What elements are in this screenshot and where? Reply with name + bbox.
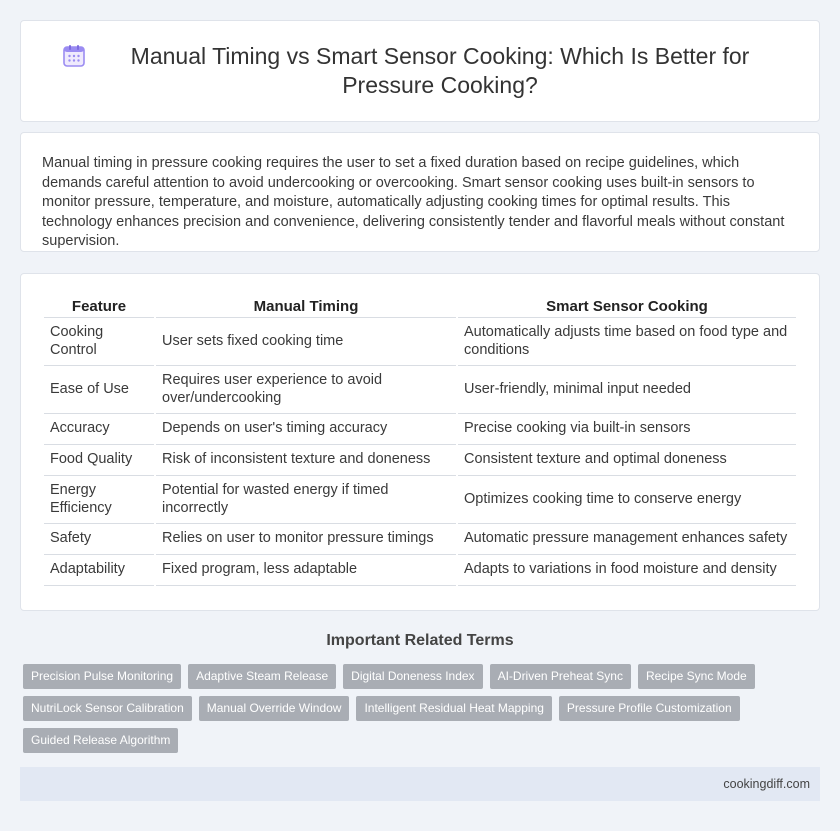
table-row [44, 414, 796, 445]
table-cell: User sets fixed cooking time [156, 318, 456, 366]
related-term-tag[interactable]: Manual Override Window [199, 696, 350, 721]
title-wrap [21, 21, 819, 121]
related-term-tag[interactable]: Pressure Profile Customization [559, 696, 740, 721]
table-row [44, 524, 796, 555]
table-row [44, 476, 796, 524]
intro-card [20, 132, 820, 252]
table-cell: Optimizes cooking time to conserve energy [458, 476, 796, 524]
page-title: Manual Timing vs Smart Sensor Cooking: Which Is Better for Pressure Cooking? [130, 43, 750, 98]
table-cell: Depends on user's timing accuracy [156, 414, 456, 445]
related-terms-heading: Important Related Terms [326, 632, 514, 649]
column-header-smart-sensor: Smart Sensor Cooking [458, 296, 796, 318]
table-row [44, 555, 796, 586]
column-header-manual-timing: Manual Timing [156, 296, 456, 318]
column-header-feature: Feature [44, 296, 154, 318]
table-cell: Consistent texture and optimal doneness [458, 445, 796, 476]
table-cell: Fixed program, less adaptable [156, 555, 456, 586]
calendar-icon [61, 43, 87, 69]
related-term-tag[interactable]: NutriLock Sensor Calibration [23, 696, 192, 721]
footer [20, 767, 820, 801]
table-cell: Food Quality [44, 445, 154, 476]
footer-site-link[interactable]: cookingdiff.com [723, 777, 810, 791]
related-term-tag[interactable]: AI-Driven Preheat Sync [490, 664, 631, 689]
title-card [20, 20, 820, 122]
table-cell: Safety [44, 524, 154, 555]
intro-paragraph: Manual timing in pressure cooking requires the user to set a fixed duration based on recipe guidelines, which demands careful attention to avoid undercooking or overcooking. Smart sensor cooking uses built-in sensors to monitor pressure, temperature, and moisture, automatically adjusting cooking times for optimal results. This technology enhances precision and convenience, delivering consistently tender and flavorful meals without constant supervision. [42, 155, 785, 249]
table-cell: Relies on user to monitor pressure timings [156, 524, 456, 555]
related-term-tag[interactable]: Recipe Sync Mode [638, 664, 755, 689]
related-term-tag[interactable]: Digital Doneness Index [343, 664, 482, 689]
related-term-tag[interactable]: Intelligent Residual Heat Mapping [356, 696, 551, 721]
related-term-tag[interactable]: Precision Pulse Monitoring [23, 664, 181, 689]
table-row [44, 318, 796, 366]
table-cell: Automatic pressure management enhances safety [458, 524, 796, 555]
table-cell: Ease of Use [44, 366, 154, 414]
related-term-tag[interactable]: Adaptive Steam Release [188, 664, 336, 689]
table-row [44, 445, 796, 476]
comparison-table [42, 296, 798, 586]
table-cell: Potential for wasted energy if timed incorrectly [156, 476, 456, 524]
table-cell: Precise cooking via built-in sensors [458, 414, 796, 445]
table-cell: Accuracy [44, 414, 154, 445]
table-cell: Cooking Control [44, 318, 154, 366]
related-terms-list [23, 664, 823, 760]
table-cell: Adapts to variations in food moisture and density [458, 555, 796, 586]
table-cell: Automatically adjusts time based on food type and conditions [458, 318, 796, 366]
related-term-tag[interactable]: Guided Release Algorithm [23, 728, 178, 753]
table-cell: Requires user experience to avoid over/undercooking [156, 366, 456, 414]
table-row [44, 366, 796, 414]
table-cell: Energy Efficiency [44, 476, 154, 524]
table-card [20, 273, 820, 611]
table-header-row [44, 296, 796, 318]
table-cell: Adaptability [44, 555, 154, 586]
table-cell: User-friendly, minimal input needed [458, 366, 796, 414]
table-cell: Risk of inconsistent texture and doneness [156, 445, 456, 476]
